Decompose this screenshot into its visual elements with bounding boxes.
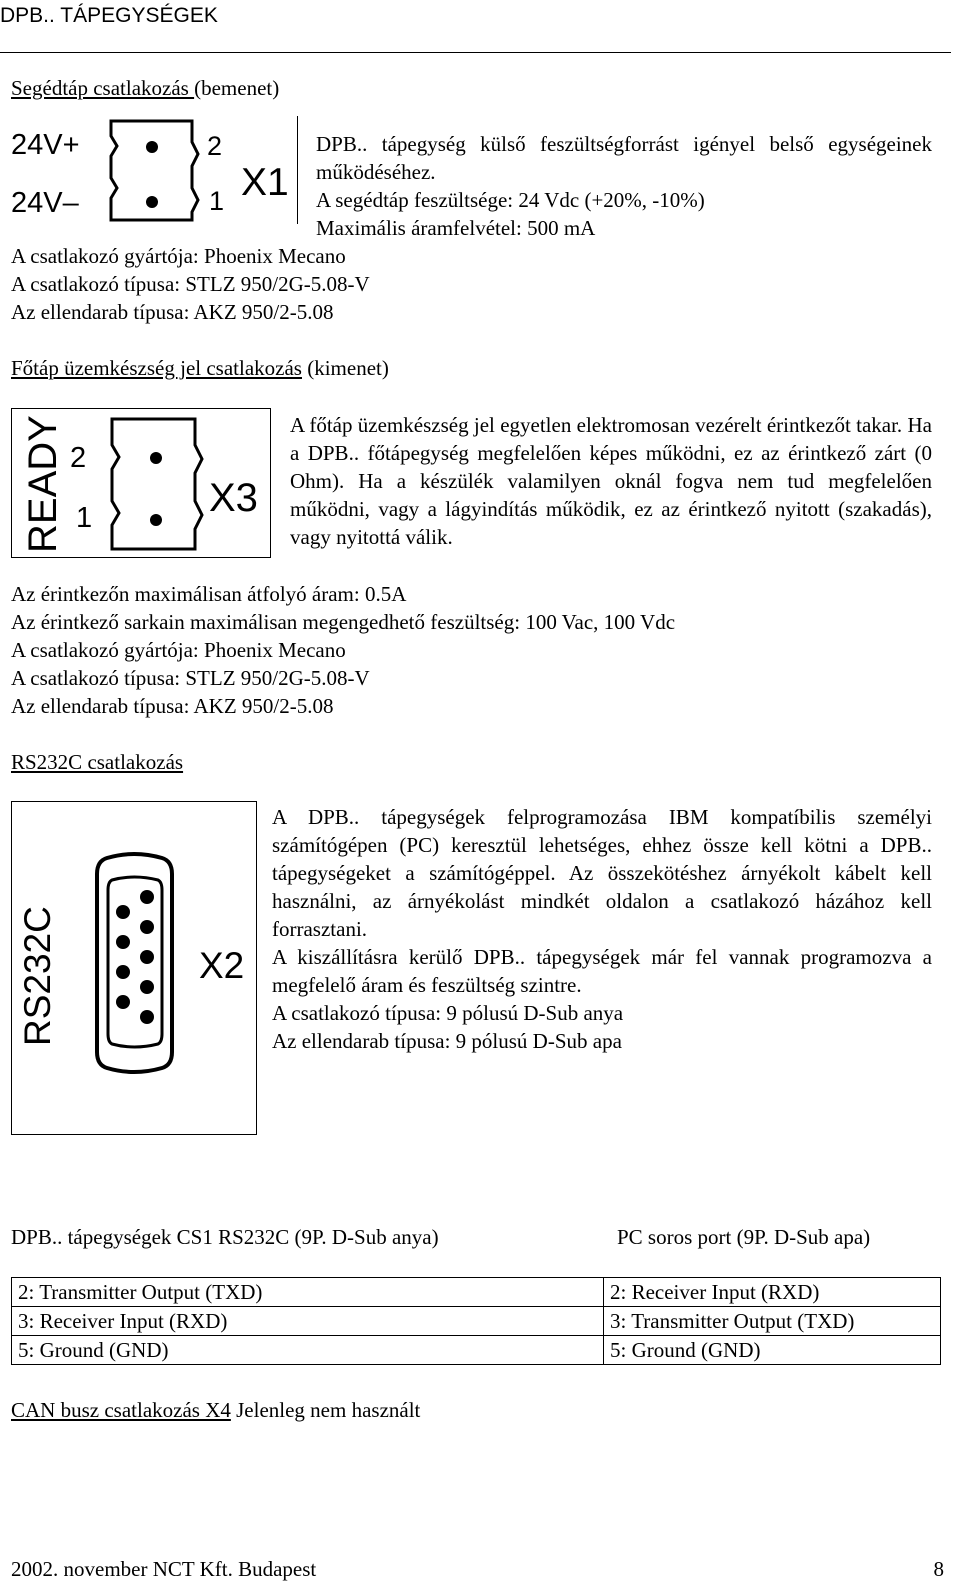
footer-left: 2002. november NCT Kft. Budapest: [11, 1557, 317, 1581]
x1-pin-2-label: 2: [207, 131, 223, 161]
x2-pin-dot: [140, 1010, 154, 1024]
rs232-factory-programming: A kiszállításra kerülő DPB.. tápegységek már fel vannak programozva a megfelelő áram és feszültség szintre.: [272, 945, 932, 997]
x2-pin-dot: [140, 980, 154, 994]
connector-x1-diagram: [11, 116, 299, 224]
x2-pin-dot: [116, 965, 130, 979]
ready-counterpart-type: Az ellendarab típusa: AKZ 950/2-5.08: [11, 694, 334, 718]
x3-connector-name: X3: [209, 476, 258, 520]
pinout-cell-dpb: 3: Receiver Input (RXD): [12, 1307, 604, 1336]
connector-x3-diagram: [12, 409, 270, 557]
aux-power-manufacturer: A csatlakozó gyártója: Phoenix Mecano: [11, 244, 346, 268]
section-title-underlined: Főtáp üzemkészség jel csatlakozás: [11, 356, 302, 380]
connector-x3-figure: [11, 408, 271, 558]
connector-x2-diagram: [12, 802, 256, 1134]
pinout-left-title: DPB.. tápegységek CS1 RS232C (9P. D-Sub anya): [11, 1225, 439, 1249]
aux-power-counterpart-type: Az ellendarab típusa: AKZ 950/2-5.08: [11, 300, 334, 324]
x2-rs232c-label: RS232C: [17, 906, 58, 1046]
aux-power-max-current: Maximális áramfelvétel: 500 mA: [316, 216, 596, 240]
page-header-title: DPB.. TÁPEGYSÉGEK: [0, 4, 218, 27]
x3-pin-2-label: 2: [70, 442, 87, 474]
ready-manufacturer: A csatlakozó gyártója: Phoenix Mecano: [11, 638, 346, 662]
table-row: [12, 1278, 941, 1307]
section-title-aux-power: [11, 74, 279, 102]
section-title-ready-signal: [11, 354, 389, 382]
x2-pin-dot: [116, 995, 130, 1009]
rs232-connector-type: A csatlakozó típusa: 9 pólusú D-Sub anya: [272, 1001, 624, 1025]
table-row: [12, 1307, 941, 1336]
can-bus-title: CAN busz csatlakozás X4: [11, 1398, 231, 1422]
x3-ready-label: READY: [21, 415, 65, 553]
x1-label-24v-minus: 24V–: [11, 187, 79, 219]
x3-pin-1-label: 1: [76, 502, 93, 534]
x2-pin-dot: [116, 905, 130, 919]
aux-power-description: DPB.. tápegység külső feszültségforrást igényel belső egységeinek működéséhez.: [316, 132, 932, 184]
x3-pin-1-dot: [150, 514, 162, 526]
x1-pin-1-label: 1: [209, 186, 225, 216]
section-title-underlined: RS232C csatlakozás: [11, 750, 184, 774]
x1-pin-1-dot: [146, 196, 158, 208]
x3-pin-2-dot: [150, 452, 162, 464]
aux-power-voltage: A segédtáp feszültsége: 24 Vdc (+20%, -10%): [316, 188, 705, 212]
pinout-cell-pc: 3: Transmitter Output (TXD): [604, 1307, 941, 1336]
ready-signal-description: A főtáp üzemkészség jel egyetlen elektromosan vezérelt érintkezőt takar. Ha a DPB.. főtápegység megfelelően képes működni, ez az érintkező zárt (0 Ohm). Ha a készülék valamilyen oknál fogva nem tud megfelelően működni, vagy a lágyindítás működik, ez az érintkező nyitott (szakadás), vagy nyitottá válik.: [290, 413, 932, 549]
rs232-counterpart-type: Az ellendarab típusa: 9 pólusú D-Sub apa: [272, 1029, 622, 1053]
x2-pin-dot: [116, 935, 130, 949]
pinout-cell-pc: 5: Ground (GND): [604, 1336, 941, 1365]
pinout-cell-dpb: 2: Transmitter Output (TXD): [12, 1278, 604, 1307]
x2-connector-name: X2: [199, 945, 245, 986]
can-bus-line: [11, 1396, 420, 1424]
page-number: 8: [933, 1557, 944, 1581]
section-title-rs232: [11, 748, 183, 776]
ready-max-voltage: Az érintkező sarkain maximálisan megengedhető feszültség: 100 Vac, 100 Vdc: [11, 610, 676, 634]
x2-dsub-shell-inner: [108, 877, 162, 1047]
ready-connector-type: A csatlakozó típusa: STLZ 950/2G-5.08-V: [11, 666, 370, 690]
connector-x2-figure: [11, 801, 257, 1135]
x2-pin-dot: [140, 950, 154, 964]
section-title-underlined: Segédtáp csatlakozás: [11, 76, 195, 100]
x1-connector-name: X1: [241, 161, 289, 204]
pinout-table: [11, 1277, 941, 1365]
rs232-description: A DPB.. tápegységek felprogramozása IBM kompatíbilis személyi számítógépen (PC) keresztül lehetséges, ehhez össze kell kötni a DPB.. tápegységeket a számítógéppel. Az összekötéshez árnyékolt kábelt kell használni, az árnyékolást mindkét oldalon a csatlakozó házához kell forrasztani.: [272, 805, 932, 941]
aux-power-connector-type: A csatlakozó típusa: STLZ 950/2G-5.08-V: [11, 272, 370, 296]
pinout-right-title: PC soros port (9P. D-Sub apa): [617, 1225, 871, 1249]
x3-terminal-outline: [112, 419, 202, 549]
section-title-suffix: (kimenet): [301, 356, 389, 380]
x2-pin-dot: [140, 890, 154, 904]
can-bus-status: Jelenleg nem használt: [230, 1398, 421, 1422]
section-title-suffix: (bemenet): [194, 76, 280, 100]
table-row: [12, 1336, 941, 1365]
header-rule: [0, 52, 951, 53]
x2-pin-dot: [140, 920, 154, 934]
x1-pin-2-dot: [146, 141, 158, 153]
pinout-cell-dpb: 5: Ground (GND): [12, 1336, 604, 1365]
pinout-cell-pc: 2: Receiver Input (RXD): [604, 1278, 941, 1307]
x1-label-24v-plus: 24V+: [11, 129, 80, 161]
ready-max-current: Az érintkezőn maximálisan átfolyó áram: 0.5A: [11, 582, 407, 606]
connector-x1-figure: [11, 116, 298, 224]
